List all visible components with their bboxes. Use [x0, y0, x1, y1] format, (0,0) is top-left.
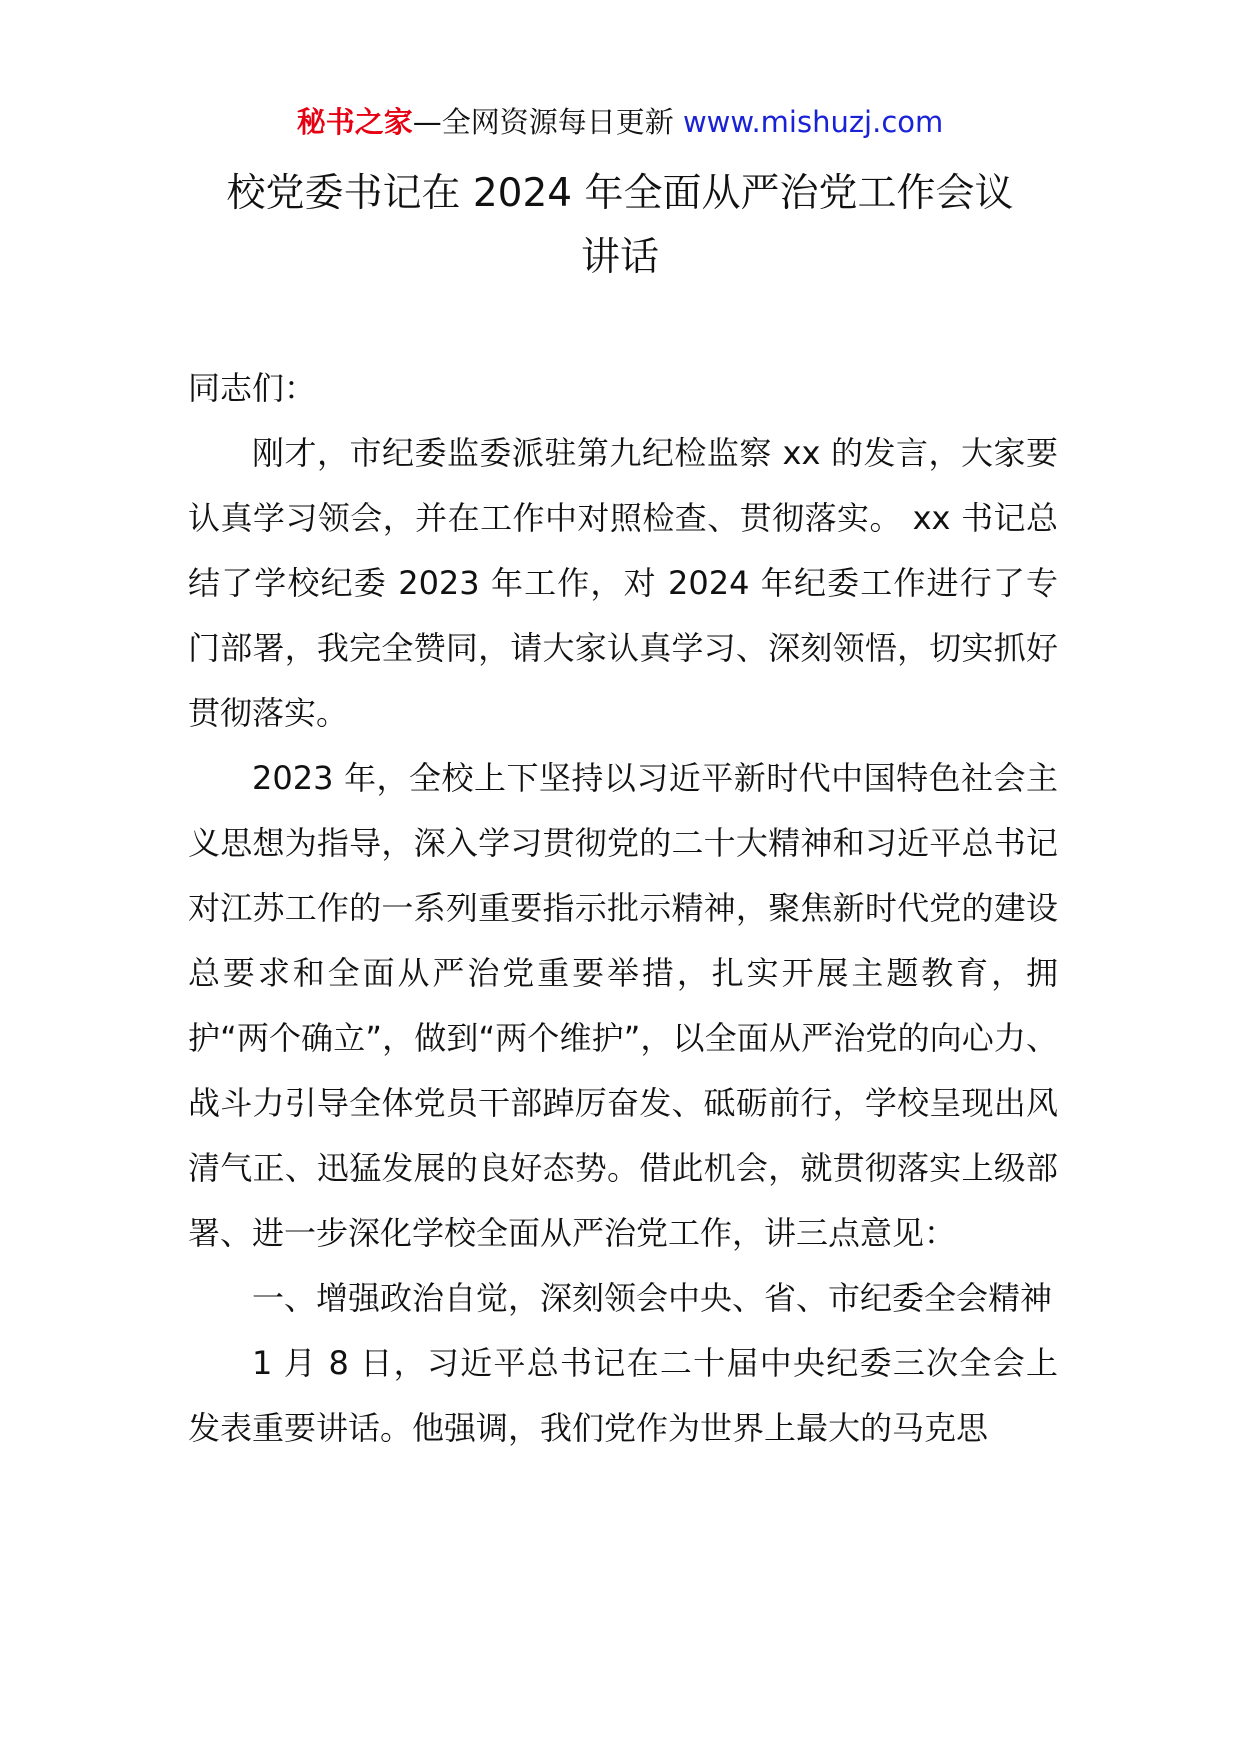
brand-name: 秘书之家 [296, 105, 413, 139]
site-url-link[interactable]: www.mishuzj.com [682, 105, 944, 139]
paragraph-3: 1 月 8 日，习近平总书记在二十届中央纪委三次全会上发表重要讲话。他强调，我们党作为世界上最大的马克思 [188, 1344, 1058, 1447]
document-body [188, 356, 1058, 1461]
document-title [140, 162, 1100, 290]
salutation: 同志们： [188, 369, 317, 407]
paragraph-1: 刚才，市纪委监委派驻第九纪检监察 xx 的发言，大家要认真学习领会，并在工作中对照检查、贯彻落实。 xx 书记总结了学校纪委 2023 年工作，对 2024 年纪委工作进行了专门部署，我完全赞同，请大家认真学习、深刻领悟，切实抓好贯彻落实。 [188, 434, 1058, 732]
title-line-1: 校党委书记在 2024 年全面从严治党工作会议 [226, 171, 1014, 216]
title-line-2: 讲话 [580, 235, 659, 280]
watermark-header [0, 100, 1240, 144]
paragraph-2: 2023 年，全校上下坚持以习近平新时代中国特色社会主义思想为指导，深入学习贯彻党的二十大精神和习近平总书记对江苏工作的一系列重要指示批示精神，聚焦新时代党的建设总要求和全面从严治党重要举措，扎实开展主题教育，拥护“两个确立”，做到“两个维护”，以全面从严治党的向心力、战斗力引导全体党员干部踔厉奋发、砥砺前行，学校呈现出风清气正、迅猛发展的良好态势。借此机会，就贯彻落实上级部署、进一步深化学校全面从严治党工作，讲三点意见： [188, 759, 1058, 1252]
header-tagline: —全网资源每日更新 [412, 105, 674, 139]
section-heading-1: 一、增强政治自觉，深刻领会中央、省、市纪委全会精神 [252, 1279, 1053, 1317]
